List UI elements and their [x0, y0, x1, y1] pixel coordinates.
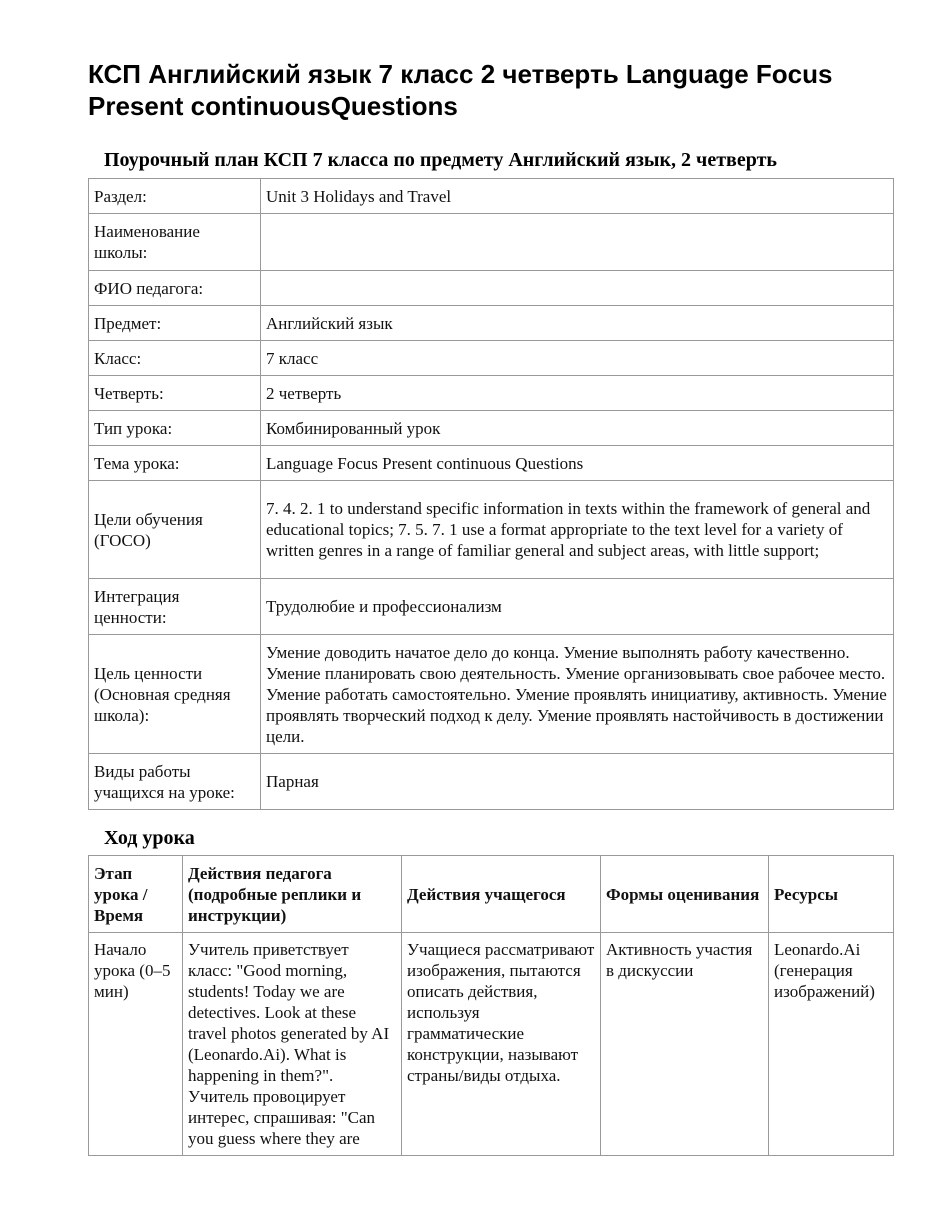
table-row	[89, 754, 894, 810]
info-value: Умение доводить начатое дело до конца. Умение выполнять работу качественно. Умение планировать свою деятельность. Умение организовывать свое рабочее место. Умение работать самостоятельно. Умение проявлять инициативу, активность. Умение проявлять творческий подход к делу. Умение проявлять настойчивость в достижении цели.	[261, 635, 894, 754]
lesson-progress-heading: Ход урока	[104, 827, 195, 849]
table-row	[89, 446, 894, 481]
assessment-text: Активность участия в дискуссии	[606, 940, 753, 980]
table-row	[89, 306, 894, 341]
info-label: Цель ценности (Основная средняя школа):	[89, 635, 261, 754]
table-header-row	[89, 856, 894, 933]
plan-heading: Поурочный план КСП 7 класса по предмету Английский язык, 2 четверть	[104, 149, 777, 171]
table-row	[89, 179, 894, 214]
table-row	[89, 341, 894, 376]
info-label: Интеграция ценности:	[89, 579, 261, 635]
table-row	[89, 214, 894, 271]
column-header-resources: Ресурсы	[769, 856, 894, 933]
resources-text: Leonardo.Ai (генерация изображений)	[774, 940, 875, 1001]
table-row	[89, 481, 894, 579]
info-label: Виды работы учащихся на уроке:	[89, 754, 261, 810]
info-value: 2 четверть	[261, 376, 894, 411]
table-row	[89, 579, 894, 635]
teacher-actions-text: Учитель приветствует класс: "Good morning, students! Today we are detectives. Look at these travel photos generated by AI (Leonardo.Ai). What is happening in them?". Учитель провоцирует интерес, спрашивая: "Can you guess where they are	[188, 940, 390, 1148]
info-label: Класс:	[89, 341, 261, 376]
table-row	[89, 411, 894, 446]
column-header-stage: Этап урока / Время	[89, 856, 183, 933]
info-value: Английский язык	[261, 306, 894, 341]
info-value: 7 класс	[261, 341, 894, 376]
teacher-actions-cell	[183, 933, 402, 1156]
info-label: Наименование школы:	[89, 214, 261, 271]
student-actions-cell	[402, 933, 601, 1156]
table-row	[89, 933, 894, 1156]
info-value: Парная	[261, 754, 894, 810]
assessment-cell	[601, 933, 769, 1156]
lesson-progress-table	[88, 855, 894, 1156]
stage-cell	[89, 933, 183, 1156]
info-value: Language Focus Present continuous Questions	[261, 446, 894, 481]
resources-cell	[769, 933, 894, 1156]
table-row	[89, 271, 894, 306]
table-row	[89, 376, 894, 411]
lesson-info-table	[88, 178, 894, 810]
stage-text: Начало урока (0–5 мин)	[94, 940, 171, 1001]
table-row	[89, 635, 894, 754]
document-title: КСП Английский язык 7 класс 2 четверть Language Focus Present continuousQuestions	[88, 59, 833, 121]
info-label: Тема урока:	[89, 446, 261, 481]
info-value	[261, 271, 894, 306]
info-label: Цели обучения (ГОСО)	[89, 481, 261, 579]
info-value	[261, 214, 894, 271]
info-label: Предмет:	[89, 306, 261, 341]
info-value: 7. 4. 2. 1 to understand specific information in texts within the framework of general and educational topics; 7. 5. 7. 1 use a format appropriate to the text level for a variety of written genres in a range of familiar general and subject areas, with little support;	[261, 481, 894, 579]
info-value: Комбинированный урок	[261, 411, 894, 446]
info-value: Unit 3 Holidays and Travel	[261, 179, 894, 214]
info-label: Тип урока:	[89, 411, 261, 446]
column-header-teacher: Действия педагога (подробные реплики и инструкции)	[183, 856, 402, 933]
document-page	[88, 58, 893, 1156]
info-label: Четверть:	[89, 376, 261, 411]
info-value: Трудолюбие и профессионализм	[261, 579, 894, 635]
info-label: Раздел:	[89, 179, 261, 214]
student-actions-text: Учащиеся рассматривают изображения, пытаются описать действия, используя грамматические конструкции, называют страны/виды отдыха.	[407, 940, 595, 1085]
column-header-assessment: Формы оценивания	[601, 856, 769, 933]
info-label: ФИО педагога:	[89, 271, 261, 306]
column-header-student: Действия учащегося	[402, 856, 601, 933]
